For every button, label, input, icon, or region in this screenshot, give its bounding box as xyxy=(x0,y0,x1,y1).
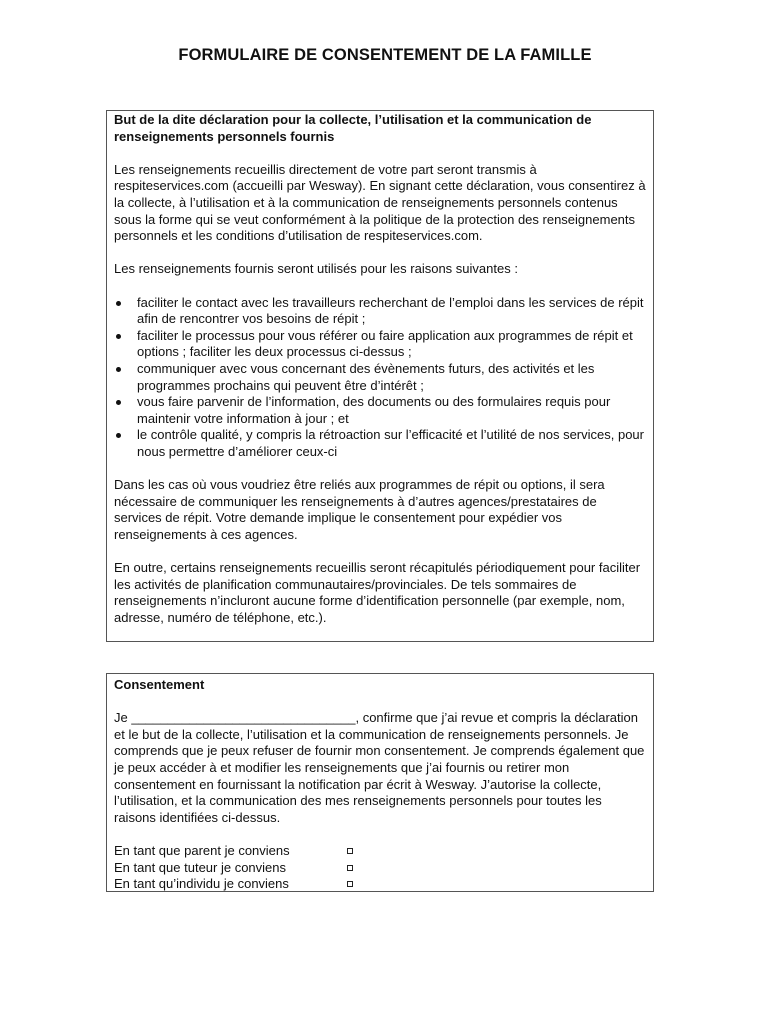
consent-checkbox-parent[interactable] xyxy=(347,848,353,854)
reason-item: vous faire parvenir de l’information, des documents ou des formulaires requis pour maintenir votre information à jour ; et xyxy=(114,394,646,427)
consent-options xyxy=(114,843,646,893)
reason-item: communiquer avec vous concernant des évènements futurs, des activités et les programmes prochains qui peuvent être d’intérêt ; xyxy=(114,361,646,394)
consent-option-label: En tant que parent je conviens xyxy=(114,842,290,858)
consent-checkbox-individual[interactable] xyxy=(347,881,353,887)
consent-option-guardian xyxy=(114,860,646,877)
consent-option-label: En tant que tuteur je conviens xyxy=(114,859,287,875)
consent-option-label: En tant qu’individu je conviens xyxy=(114,876,289,892)
purpose-intro: Les renseignements recueillis directement de votre part seront transmis à respiteservices.com (accueilli par Wesway). En signant cette déclaration, vous consentirez à la collecte, à l’utilisation et à la communication de renseignements personnels contenus sous la forme qui se veut conformément à la politique de la protection des renseignements personnels et les conditions d’utilisation de respiteservices.com. xyxy=(114,161,646,244)
consent-section xyxy=(106,673,654,892)
reason-item: faciliter le processus pour vous référer ou faire application aux programmes de répit et options ; faciliter les deux processus ci-dessus ; xyxy=(114,328,646,361)
consent-statement: Je _______________________________, confirme que j’ai revue et compris la déclaration et le but de la collecte, l’utilisation et la communication de renseignements personnels. Je comprends que je peux refuser de fournir mon consentement. Je comprends également que je peux accéder à et modifier les renseignements que j’ai fournis ou retirer mon consentement en fournissant la notification par écrit à Wesway. J’autorise la collecte, l’utilisation, et la communication des mes renseignements personnels pour toutes les raisons identifiées ci-dessus. xyxy=(114,710,645,825)
reasons-intro: Les renseignements fournis seront utilisés pour les raisons suivantes : xyxy=(114,261,518,277)
purpose-heading: But de la dite déclaration pour la collecte, l’utilisation et la communication de renseignements personnels fournis xyxy=(114,112,592,144)
agencies-paragraph: Dans les cas où vous voudriez être reliés aux programmes de répit ou options, il sera nécessaire de communiquer les renseignements à d’autres agences/prestataires de services de répit. Votre demande implique le consentement pour expédier vos renseignements à ces agences. xyxy=(114,477,605,542)
consent-option-individual xyxy=(114,876,646,893)
page-title: FORMULAIRE DE CONSENTEMENT DE LA FAMILLE xyxy=(178,46,592,64)
consent-option-parent xyxy=(114,843,646,860)
consent-checkbox-guardian[interactable] xyxy=(347,865,353,871)
purpose-section xyxy=(106,110,654,642)
reason-item: faciliter le contact avec les travailleurs recherchant de l’emploi dans les services de répit afin de rencontrer vos besoins de répit ; xyxy=(114,295,646,328)
reasons-list xyxy=(114,295,646,461)
reason-item: le contrôle qualité, y compris la rétroaction sur l’efficacité et l’utilité de nos services, pour nous permettre d’améliorer ceux-ci xyxy=(114,427,646,460)
consent-heading: Consentement xyxy=(114,677,205,692)
summary-paragraph: En outre, certains renseignements recueillis seront récapitulés périodiquement pour faciliter les activités de planification communautaires/provinciales. De tels sommaires de renseignements n’incluront aucune forme d’identification personnelle (par exemple, nom, adresse, numéro de téléphone, etc.). xyxy=(114,560,641,625)
